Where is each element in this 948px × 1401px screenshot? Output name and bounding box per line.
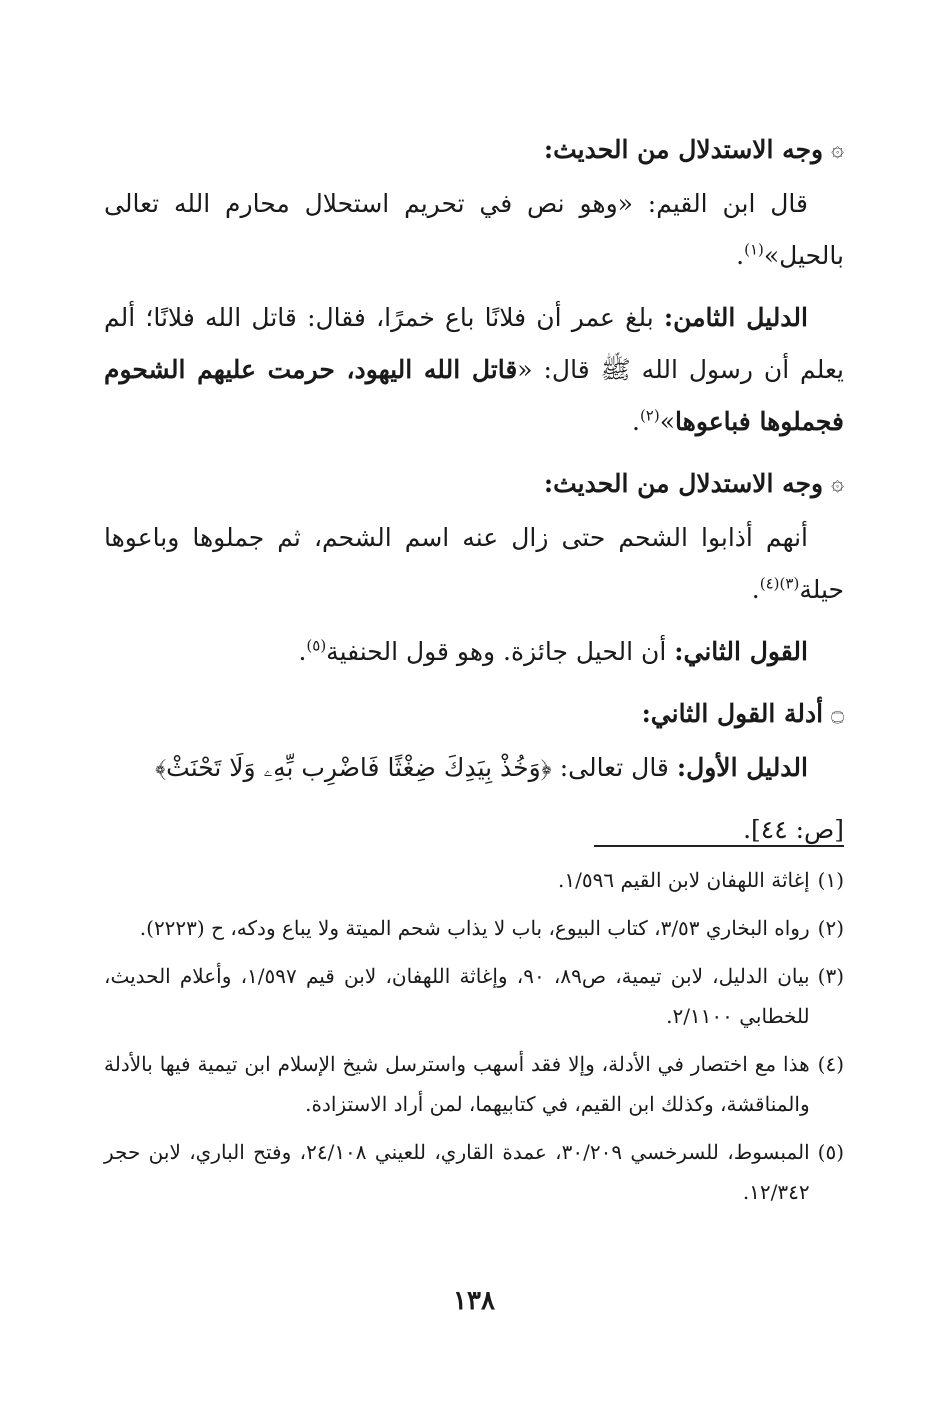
page-number: ١٣٨ [453,1286,495,1316]
footnote-divider [594,845,844,847]
hadith-quote: قاتل الله اليهود، حرمت عليهم الشحوم فجملوها فباعوها [104,355,844,436]
footnote-item [104,1132,844,1212]
book-ornament-icon: ۝ [831,701,844,726]
footnote-ref[interactable]: (٢) [639,406,660,425]
quran-verse: قال تعالى: ﴿وَخُذْ بِيَدِكَ ضِغْثًا فَاضْرِب بِّهِۦ وَلَا تَحْنَثْ﴾ [155,753,677,782]
footnote-number: (٤) [817,1052,844,1076]
paragraph-lead: القول الثاني: [674,637,808,666]
footnote-ref[interactable]: (٥) [306,636,327,655]
paragraph-text: قال ابن القيم: «وهو نص في تحريم استحلال محارم الله تعالى بالحيل» [104,189,844,270]
paragraph: القول الثاني: أن الحيل جائزة. وهو قول الحنفية$^{(٥)}$. [298,636,808,666]
section-heading-text: أدلة القول الثاني: [641,699,824,728]
main-text [104,118,844,866]
footnote-text: المبسوط، للسرخسي ٣٠/٢٠٩، عمدة القاري، للعيني ٢٤/١٠٨، وفتح الباري، لابن حجر ١٢/٣٤٢. [104,1140,810,1204]
paragraph: الدليل الثامن: بلغ عمر أن فلانًا باع خمرًا، فقال: قاتل الله فلانًا؛ ألم يعلم أن رسول الله ﷺ قال: «قاتل الله اليهود، حرمت عليهم الشحوم فجملوها فباعوها»$^{(٢)}$. [104,303,844,436]
footnote-item [104,1044,844,1124]
flower-ornament-icon: ۞ [831,137,844,162]
section-heading [104,688,844,740]
footnote-item [104,956,844,1036]
section-heading [104,458,844,510]
paragraph-text: أن الحيل جائزة. وهو قول الحنفية [326,637,675,666]
paragraph [104,742,844,794]
footnote-number: (٣) [817,964,844,988]
footnote-text: بيان الدليل، لابن تيمية، ص٨٩، ٩٠، وإغاثة اللهفان، لابن قيم ١/٥٩٧، وأعلام الحديث، للخطابي ٢/١١٠٠. [104,964,810,1028]
footnote-text: رواه البخاري ٣/٥٣، كتاب البيوع، باب لا يذاب شحم الميتة ولا يباع ودكه، ح (٢٢٢٣). [139,916,810,940]
paragraph-lead: الدليل الأول: [676,753,808,782]
paragraph-text: بلغ عمر أن فلانًا باع خمرًا، فقال: قاتل الله فلانًا؛ ألم يعلم أن رسول الله ﷺ قال: « [104,303,844,384]
verse-source: [ص: ٤٤]. [743,815,844,844]
quote-close: » [659,407,676,436]
paragraph: قال ابن القيم: «وهو نص في تحريم استحلال محارم الله تعالى بالحيل»$^{(١)}$. [104,189,844,270]
footnote-number: (٢) [817,916,844,940]
flower-ornament-icon: ۞ [831,471,844,496]
section-heading-text: وجه الاستدلال من الحديث: [543,469,824,498]
footnotes [104,860,844,1220]
paragraph-lead: الدليل الثامن: [663,303,808,332]
footnote-number: (١) [817,868,844,892]
paragraph: أنهم أذابوا الشحم حتى زال عنه اسم الشحم، ثم جملوها وباعوها حيلة$^{(٣)(٤)}$. [104,523,844,604]
footnote-ref[interactable]: (٣)(٤) [759,574,800,593]
section-heading [104,124,844,176]
paragraph-text: أنهم أذابوا الشحم حتى زال عنه اسم الشحم، ثم جملوها وباعوها حيلة [104,523,844,604]
footnote-item [104,908,844,948]
footnote-text: هذا مع اختصار في الأدلة، وإلا فقد أسهب واسترسل شيخ الإسلام ابن تيمية فيها بالأدلة والمناقشة، وكذلك ابن القيم، في كتابيهما، لمن أراد الاستزادة. [104,1052,810,1116]
footnote-ref[interactable]: (١) [744,240,764,259]
footnote-text: إغاثة اللهفان لابن القيم ١/٥٩٦. [558,868,810,892]
footnote-item [104,860,844,900]
section-heading-text: وجه الاستدلال من الحديث: [543,135,824,164]
footnote-number: (٥) [817,1140,844,1164]
